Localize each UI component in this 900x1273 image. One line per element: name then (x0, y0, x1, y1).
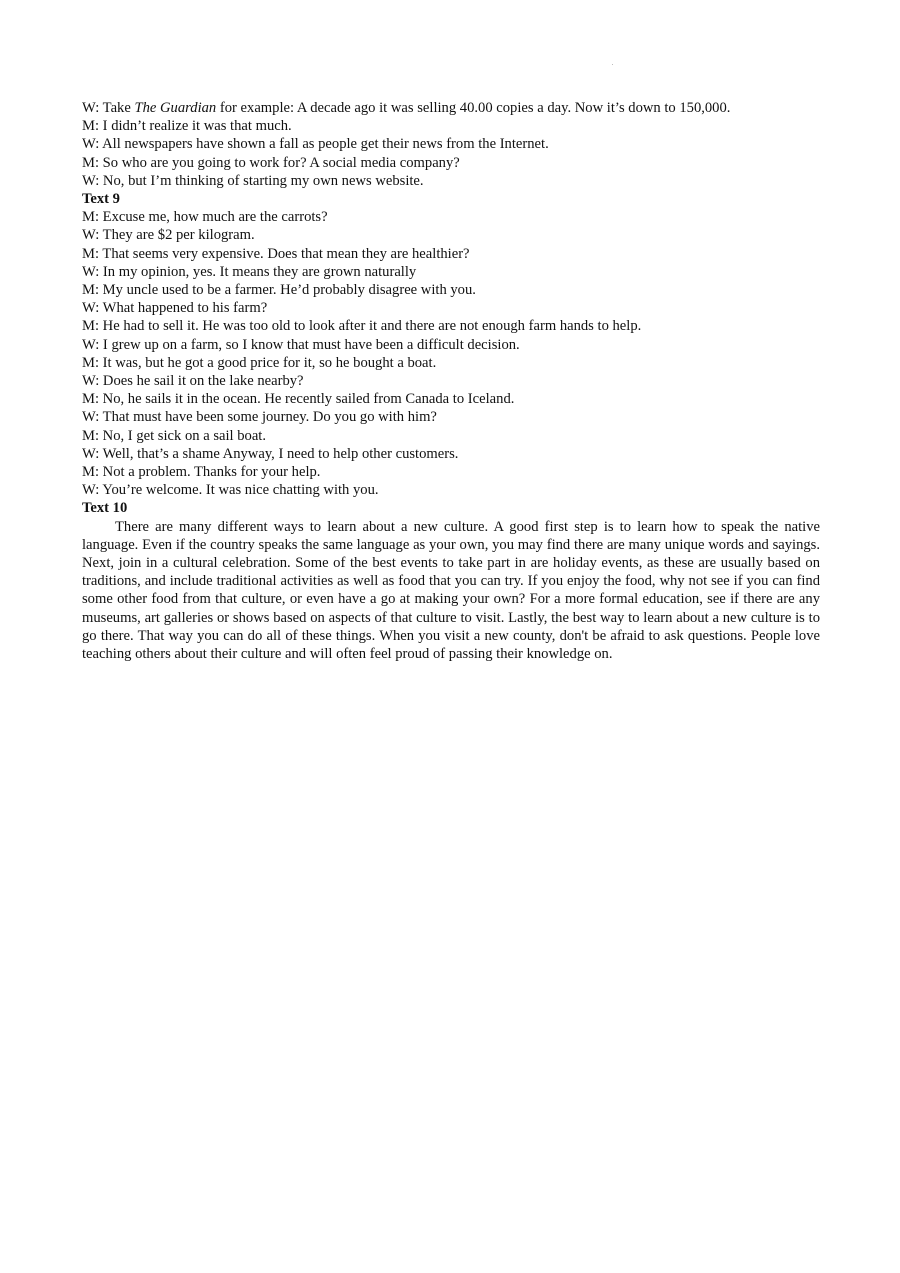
dialogue-line: W: In my opinion, yes. It means they are grown naturally (82, 263, 417, 280)
passage-paragraph: There are many different ways to learn about a new culture. A good first step is to learn how to speak the native language. Even if the country speaks the same language as your own, you may find there are many unique words and sayings. Next, join in a cultural celebration. Some of the best events to take part in are holiday events, as these are usually based on traditions, and include traditional activities as well as food that you can try. If you enjoy the food, why not see if you can find some other food from that culture, or even have a go at making your own? For a more formal education, see if there are any museums, art galleries or shows based on aspects of that culture to visit. Lastly, the best way to learn about a new culture is to go there. That way you can do all of these things. When you visit a new county, don't be afraid to ask questions. People love teaching others about their culture and will often feel proud of passing their knowledge on. (82, 518, 820, 663)
dialogue-text: for example: A decade ago it was selling 40.00 copies a day. Now it’s down to 150,000. (216, 100, 731, 116)
dialogue-line: M: No, I get sick on a sail boat. (82, 427, 267, 444)
dialogue-line: W: No, but I’m thinking of starting my own news website. (82, 172, 424, 189)
dialogue-line: M: No, he sails it in the ocean. He recently sailed from Canada to Iceland. (82, 391, 515, 408)
dialogue-line: W: That must have been some journey. Do you go with him? (82, 409, 437, 426)
dialogue-line: M: So who are you going to work for? A social media company? (82, 154, 460, 171)
dialogue-line: W: They are $2 per kilogram. (82, 227, 255, 244)
dialogue-line: W: What happened to his farm? (82, 300, 268, 317)
dialogue-text: W: Take (82, 100, 135, 116)
dialogue-line: W: You’re welcome. It was nice chatting with you. (82, 482, 379, 499)
dialogue-line: M: I didn’t realize it was that much. (82, 118, 292, 135)
section-heading-text-10: Text 10 (82, 500, 128, 517)
dialogue-line: W: I grew up on a farm, so I know that must have been a difficult decision. (82, 336, 520, 353)
newspaper-title: The Guardian (134, 100, 217, 116)
dialogue-line (82, 99, 820, 117)
dialogue-line: W: All newspapers have shown a fall as people get their news from the Internet. (82, 136, 549, 153)
dialogue-line: W: Well, that’s a shame Anyway, I need to help other customers. (82, 445, 459, 462)
section-heading-text-9: Text 9 (82, 191, 120, 208)
dialogue-line: M: Excuse me, how much are the carrots? (82, 209, 328, 226)
dialogue-line: W: Does he sail it on the lake nearby? (82, 373, 304, 390)
dialogue-line: M: That seems very expensive. Does that mean they are healthier? (82, 245, 470, 262)
dialogue-line: M: He had to sell it. He was too old to look after it and there are not enough farm hands to help. (82, 318, 642, 335)
dialogue-line: M: My uncle used to be a farmer. He’d probably disagree with you. (82, 282, 476, 299)
dialogue-line: M: Not a problem. Thanks for your help. (82, 464, 321, 481)
dialogue-line: M: It was, but he got a good price for it, so he bought a boat. (82, 354, 437, 371)
transcript-body (82, 99, 820, 663)
scan-speck (612, 64, 613, 65)
